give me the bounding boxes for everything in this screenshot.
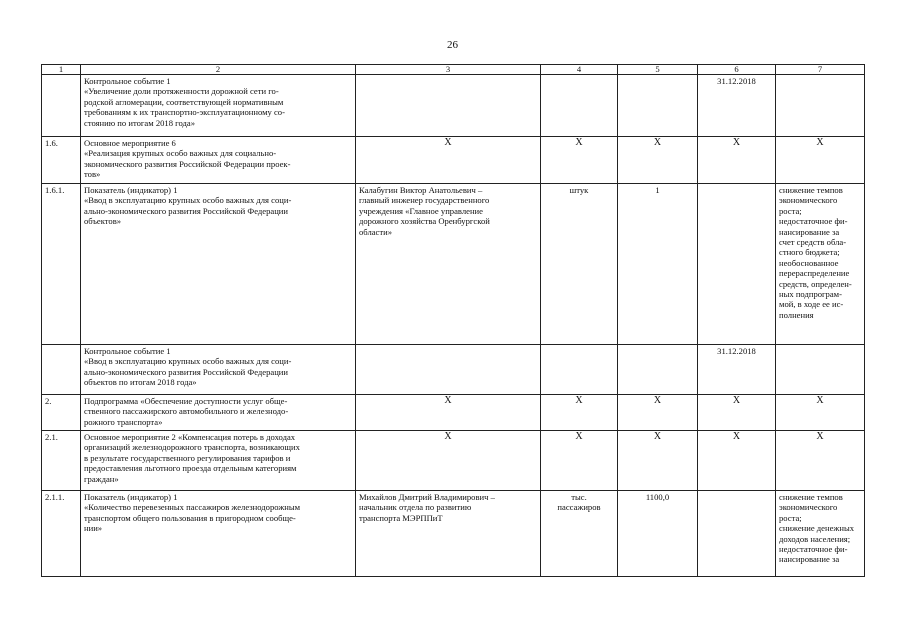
row-date: 31.12.2018 (698, 345, 776, 395)
row-name: Показатель (индикатор) 1 «Ввод в эксплуатацию крупных особо важных для соци- ально-экономического развития Российской Федерации объектов» (81, 184, 356, 345)
row-name: Контрольное событие 1 «Увеличение доли протяженности дорожной сети го- родской агломерации, соответствующей нормативным требованиям к их транспортно-эксплуатационному со- стоянию по итогам 2018 года» (81, 75, 356, 137)
row-number (42, 75, 81, 137)
header-cell-4: 4 (541, 65, 618, 75)
row-name: Основное мероприятие 6 «Реализация крупных особо важных для социально- экономического развития Российской Федерации проек- тов» (81, 137, 356, 184)
row-unit (541, 75, 618, 137)
row-risk (776, 345, 865, 395)
row-number: 2. (42, 395, 81, 431)
row-name: Основное мероприятие 2 «Компенсация потерь в доходах организаций железнодорожного транспорта, возникающих в результате государственного регулирования тарифов и предоставления льготного проезда отдельным категориям граждан» (81, 431, 356, 491)
row-value: 1100,0 (618, 491, 698, 577)
table-row (42, 137, 865, 184)
header-cell-3: 3 (356, 65, 541, 75)
document-table (41, 64, 865, 577)
row-risk: снижение темпов экономического роста; недостаточное фи- нансирование за счет средств обла- стного бюджета; необоснованное перераспределение средств, определен- ных подпрограм- мой, в ходе ее ис- полнения (776, 184, 865, 345)
page-number: 26 (447, 39, 458, 51)
row-number: 1.6. (42, 137, 81, 184)
row-responsible: Х (356, 137, 541, 184)
table-row (42, 431, 865, 491)
table-header-row (42, 65, 865, 75)
row-date: 31.12.2018 (698, 75, 776, 137)
row-unit: штук (541, 184, 618, 345)
row-value: 1 (618, 184, 698, 345)
header-cell-7: 7 (776, 65, 865, 75)
row-number: 2.1. (42, 431, 81, 491)
header-cell-5: 5 (618, 65, 698, 75)
row-value (618, 75, 698, 137)
row-date (698, 184, 776, 345)
table-row (42, 345, 865, 395)
row-responsible: Х (356, 395, 541, 431)
row-risk: Х (776, 395, 865, 431)
header-cell-6: 6 (698, 65, 776, 75)
header-cell-2: 2 (81, 65, 356, 75)
row-name: Подпрограмма «Обеспечение доступности услуг обще- ственного пассажирского автомобильного и железнодо- рожного транспорта» (81, 395, 356, 431)
header-cell-1: 1 (42, 65, 81, 75)
table-row (42, 75, 865, 137)
row-risk: снижение темпов экономического роста; снижение денежных доходов населения; недостаточное фи- нансирование за (776, 491, 865, 577)
row-number: 1.6.1. (42, 184, 81, 345)
row-responsible: Калабугин Виктор Анатольевич – главный инженер государственного учреждения «Главное управление дорожного хозяйства Оренбургской области» (356, 184, 541, 345)
row-risk: Х (776, 431, 865, 491)
table-row (42, 491, 865, 577)
row-date (698, 491, 776, 577)
row-responsible (356, 345, 541, 395)
row-date: Х (698, 137, 776, 184)
row-risk (776, 75, 865, 137)
table-row (42, 184, 865, 345)
row-unit: Х (541, 431, 618, 491)
row-unit: Х (541, 137, 618, 184)
row-name: Показатель (индикатор) 1 «Количество перевезенных пассажиров железнодорожным транспортом общего пользования в пригородном сообще- нии» (81, 491, 356, 577)
row-unit: тыс. пассажиров (541, 491, 618, 577)
row-date: Х (698, 431, 776, 491)
row-value: Х (618, 137, 698, 184)
row-number (42, 345, 81, 395)
row-risk: Х (776, 137, 865, 184)
row-responsible (356, 75, 541, 137)
row-number: 2.1.1. (42, 491, 81, 577)
table-row (42, 395, 865, 431)
row-value: Х (618, 395, 698, 431)
row-value: Х (618, 431, 698, 491)
row-unit: Х (541, 395, 618, 431)
row-responsible: Михайлов Дмитрий Владимирович – начальник отдела по развитию транспорта МЭРППиТ (356, 491, 541, 577)
row-unit (541, 345, 618, 395)
row-value (618, 345, 698, 395)
row-name: Контрольное событие 1 «Ввод в эксплуатацию крупных особо важных для соци- ально-экономического развития Российской Федерации объектов по итогам 2018 года» (81, 345, 356, 395)
row-responsible: Х (356, 431, 541, 491)
row-date: Х (698, 395, 776, 431)
